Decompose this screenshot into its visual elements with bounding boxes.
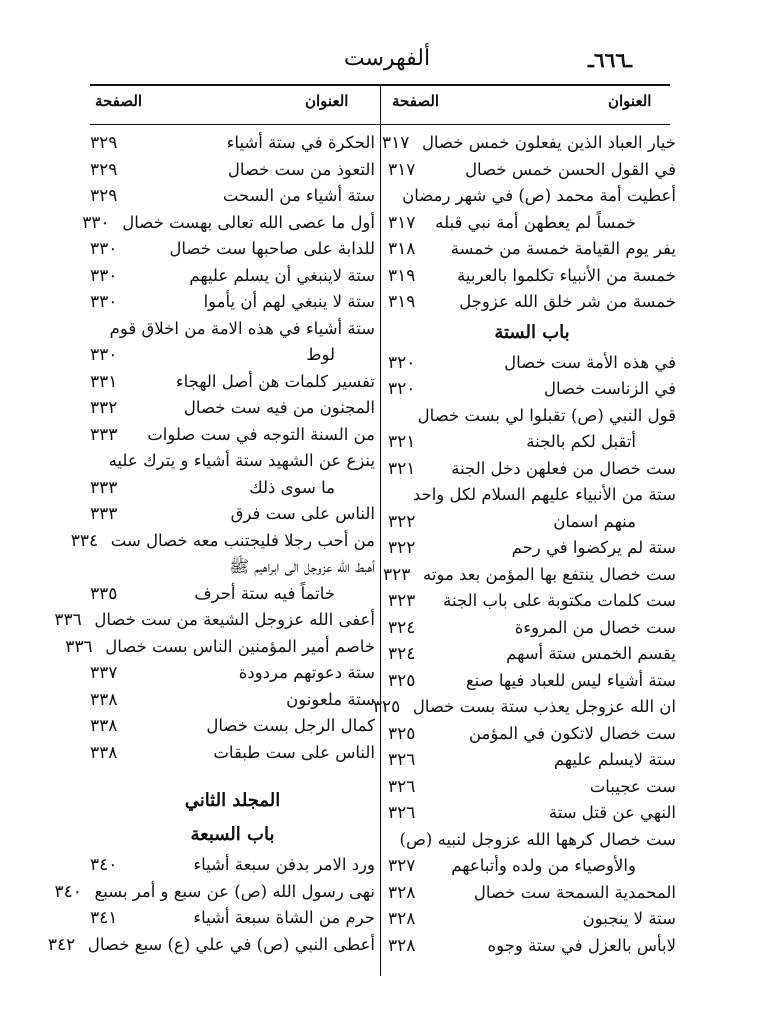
entry-page-number: ٣٢٤ [388,644,416,664]
entry-page-number: ٣٢٨ [388,935,416,956]
entry-page-number: ٣٢٧ [388,856,416,876]
index-entry [388,721,676,748]
entry-page-number: ٣١٨ [388,239,416,259]
left-col-title-header: العنوان [305,92,349,110]
index-entry [90,289,375,316]
index-entry [388,535,676,562]
entry-title: ستة ملعونون [286,689,375,709]
entry-page-number: ٣٢١ [388,432,416,452]
index-entry [372,694,676,721]
index-entry-continuation [388,853,676,880]
index-entry [388,350,676,377]
left-col-page-header: الصفحة [95,92,143,110]
index-entry [388,668,676,695]
entry-page-number: ٣٢٦ [388,776,416,797]
entry-page-number: ٣٢٥ [388,670,416,691]
index-entry [90,740,375,767]
entry-title: لوط [306,345,335,364]
entry-page-number: ٣٢٩ [90,186,118,206]
index-entry [90,448,375,475]
entry-title: والأوصياء من ولده وأتباعهم [451,856,636,875]
index-entry-continuation [388,509,676,536]
entry-page-number: ٣٣٤ [70,530,99,551]
entry-page-number: ٣٣٠ [90,345,118,365]
index-entry [388,933,676,960]
spacer [90,766,375,784]
entry-page-number: ٣١٩ [388,292,416,312]
entry-page-number: ٣١٧ [388,212,416,233]
entry-title: ما سوى ذلك [249,477,335,497]
index-entry [388,456,676,483]
entry-title: المجنون من فيه ست خصال [183,398,375,417]
entry-title: ست خصال لاتكون في المؤمن [469,723,676,743]
index-entry [90,183,375,210]
section-heading: باب الستة [494,321,570,343]
index-entry [90,130,375,157]
entry-title: ست خصال من فعلهن دخل الجنة [451,458,676,478]
entry-page-number: ٣١٩ [388,265,416,286]
index-entry [90,263,375,290]
entry-title: ينزع عن الشهيد ستة أشياء و يترك عليه [108,451,375,470]
entry-page-number: ٣٢١ [388,458,416,479]
entry-title: ستة دعوتهم مردودة [238,663,375,682]
index-entry [388,263,676,290]
entry-page-number: ٣٢٣ [388,591,416,611]
entry-title: ستة من الأنبياء عليهم السلام لكل واحد [412,485,676,504]
entry-title: نهى رسول الله (ص) عن سبع و أمر بسبع [94,881,375,901]
entry-page-number: ٣٢٦ [388,750,416,770]
entry-page-number: ٣٣٣ [90,504,118,524]
entry-page-number: ٣٣٦ [54,610,82,630]
index-entry [388,641,676,668]
index-entry [388,906,676,933]
entry-title: في هذه الأمة ست خصال [504,352,676,372]
index-entry [388,482,676,509]
index-entry [90,369,375,396]
index-entry [90,157,375,184]
entry-page-number: ٣٢٥ [388,723,416,744]
entry-page-number: ٣٣٦ [65,636,93,657]
index-entry [70,528,375,555]
entry-page-number: ٣٣٢ [90,398,118,418]
entry-title: في الزناست خصال [543,379,676,398]
index-entry [90,395,375,422]
entry-page-number: ٣٢٨ [388,882,416,903]
index-entry-continuation [90,342,375,369]
index-entry [388,376,676,403]
entry-page-number: ٣٣٠ [90,265,118,286]
entry-page-number: ٣١٧ [381,133,410,153]
entry-page-number: ٣٢٢ [388,538,416,558]
entry-page-number: ٣٣٨ [90,716,118,736]
entry-title: خمساً لم يعطهن أمة نبي قبله [435,212,636,232]
index-entry [388,403,676,430]
entry-title: خيار العباد الذين يفعلون خمس خصال [421,133,676,152]
index-entry [90,236,375,263]
entry-page-number: ٣٣٣ [90,424,118,445]
entry-title: يقسم الخمس ستة أسهم [506,644,676,663]
index-entry [388,183,676,210]
entry-title: أتقبل لكم بالجنة [526,432,636,451]
entry-page-number: ٣٢٢ [388,511,416,532]
entry-page-number: ٣٢٠ [388,379,416,399]
section-heading: باب السبعة [190,824,275,845]
entry-title: يفر يوم القيامة خمسة من خمسة [450,239,676,258]
entry-title: ستة أشياء ليس للعباد فيها صنع [465,670,676,690]
entry-title: ست خصال ينتفع بها المؤمن بعد موته [422,564,676,584]
index-entry [388,880,676,907]
index-entry [90,501,375,528]
entry-title: ست خصال من المروءة [514,617,676,637]
entry-page-number: ٣٤٠ [54,881,82,902]
entry-title: في القول الحسن خمس خصال [465,159,676,179]
entry-title: خاصم أمير المؤمنين الناس بست خصال [105,636,375,656]
entry-title: ورد الامر بدفن سبعة أشياء [193,855,375,874]
entry-title: ستة لا ينجبون [582,909,676,928]
entry-title: ستة أشياء في هذه الامة من اخلاق قوم [109,318,375,338]
entry-title: خمسة من الأنبياء تكلموا بالعربية [457,265,676,285]
index-entry [388,827,676,854]
entry-title: من أحب رجلا فليجتنب معه خصال ست [110,530,375,550]
index-entry [54,879,375,906]
entry-title: أعطيت أمة محمد (ص) في شهر رمضان [402,186,676,205]
index-entry [47,932,375,959]
entry-title: أعطى النبي (ص) في علي (ع) سبع خصال [87,934,375,954]
left-column [47,130,375,958]
entry-title: ستة أشياء من السحت [222,186,375,205]
index-entry [82,210,375,237]
entry-page-number: ٣٣١ [90,371,118,392]
index-entry-continuation [90,475,375,502]
index-entry-continuation [388,429,676,456]
right-column [372,130,676,959]
entry-title: من السنة التوجه في ست صلوات [147,424,375,444]
index-entry [388,774,676,801]
entry-title: كمال الرجل بست خصال [206,716,375,735]
index-entry [388,747,676,774]
entry-title: المحمدية السمحة ست خصال [473,882,676,902]
entry-page-number: ٣٣٧ [90,663,118,683]
entry-title: للدابة على صاحبها ست خصال [169,239,375,258]
entry-title: ست خصال كرهها الله عزوجل لنبيه (ص) [399,829,676,849]
entry-title: ستة لاينبغي أن يسلم عليهم [189,265,375,285]
entry-title: خاتماً فيه ستة أحرف [194,583,335,603]
entry-page-number: ٣٣٠ [90,239,118,259]
entry-title: قول النبي (ص) تقبلوا لي بست خصال [417,405,676,425]
section-heading: المجلد الثاني [184,790,281,811]
entry-page-number: ٣٣٥ [90,583,118,604]
page-number: ـ٦٦٦ـ [588,48,632,72]
entry-page-number: ٣٣٠ [82,212,110,233]
entry-page-number: ٣٢٣ [382,564,411,585]
column-divider [380,86,381,976]
entry-page-number: ٣٤١ [90,908,118,928]
index-entry [90,713,375,740]
entry-title: أهبط الله عزوجل الى ابراهيم ﷺ [229,557,375,576]
index-entry [90,554,375,581]
entry-page-number: ٣٢٤ [388,617,416,638]
entry-title: ستة لايسلم عليهم [553,750,676,769]
index-entry [388,157,676,184]
index-entry [90,852,375,879]
right-col-title-header: العنوان [608,92,652,110]
entry-page-number: ٣٢٨ [388,909,416,929]
entry-title: أعفى الله عزوجل الشيعة من ست خصال [94,610,375,629]
entry-title: ان الله عزوجل يعذب ستة بست خصال [412,697,676,716]
entry-title: ستة لم يركضوا في رحم [511,538,676,557]
index-entry [388,615,676,642]
index-entry [90,905,375,932]
entry-title: الناس على ست فرق [230,504,375,523]
index-entry [90,687,375,714]
index-entry [90,316,375,343]
entry-page-number: ٣١٧ [388,159,416,180]
index-entry-continuation [90,581,375,608]
entry-title: أول ما عصى الله تعالى بهست خصال [122,212,375,232]
index-entry [54,607,375,634]
entry-title: ست عجيبات [589,776,676,796]
entry-page-number: ٣٣٠ [90,292,118,312]
index-entry [388,588,676,615]
running-title: ألفهرست [343,46,431,71]
index-entry [388,289,676,316]
entry-page-number: ٣٣٨ [90,742,118,763]
index-entry [388,236,676,263]
entry-title: خمسة من شر خلق الله عزوجل [459,292,676,311]
index-entry [388,800,676,827]
entry-title: التعوذ من ست خصال [227,159,375,179]
entry-title: ست كلمات مكتوبة على باب الجنة [443,591,676,610]
entry-page-number: ٣٢٠ [388,352,416,373]
entry-title: النهي عن قتل ستة [548,803,676,822]
entry-title: الناس على ست طبقات [213,742,375,762]
index-entry [381,130,676,157]
entry-page-number: ٣٢٩ [90,159,118,180]
entry-title: لابأس بالعزل في ستة وجوه [487,935,676,955]
entry-page-number: ٣٣٣ [90,477,118,498]
entry-page-number: ٣٢٦ [388,803,416,823]
entry-page-number: ٣٤٢ [47,934,76,955]
entry-page-number: ٣٢٩ [90,133,118,153]
index-entry [90,660,375,687]
entry-title: تفسير كلمات هن أصل الهجاء [175,371,375,391]
index-entry-continuation [388,210,676,237]
entry-title: الحكرة في ستة أشياء [226,133,375,152]
entry-page-number: ٣٢٥ [372,697,401,717]
right-col-page-header: الصفحة [392,92,440,110]
entry-page-number: ٣٤٠ [90,855,118,875]
entry-title: منهم اسمان [553,511,636,531]
index-entry [90,422,375,449]
entry-title: ستة لا ينبغي لهم أن يأموا [203,292,375,311]
index-entry [382,562,676,589]
entry-page-number: ٣٣٨ [90,689,118,710]
index-entry [65,634,375,661]
entry-title: حرم من الشاة سبعة أشياء [193,908,375,927]
